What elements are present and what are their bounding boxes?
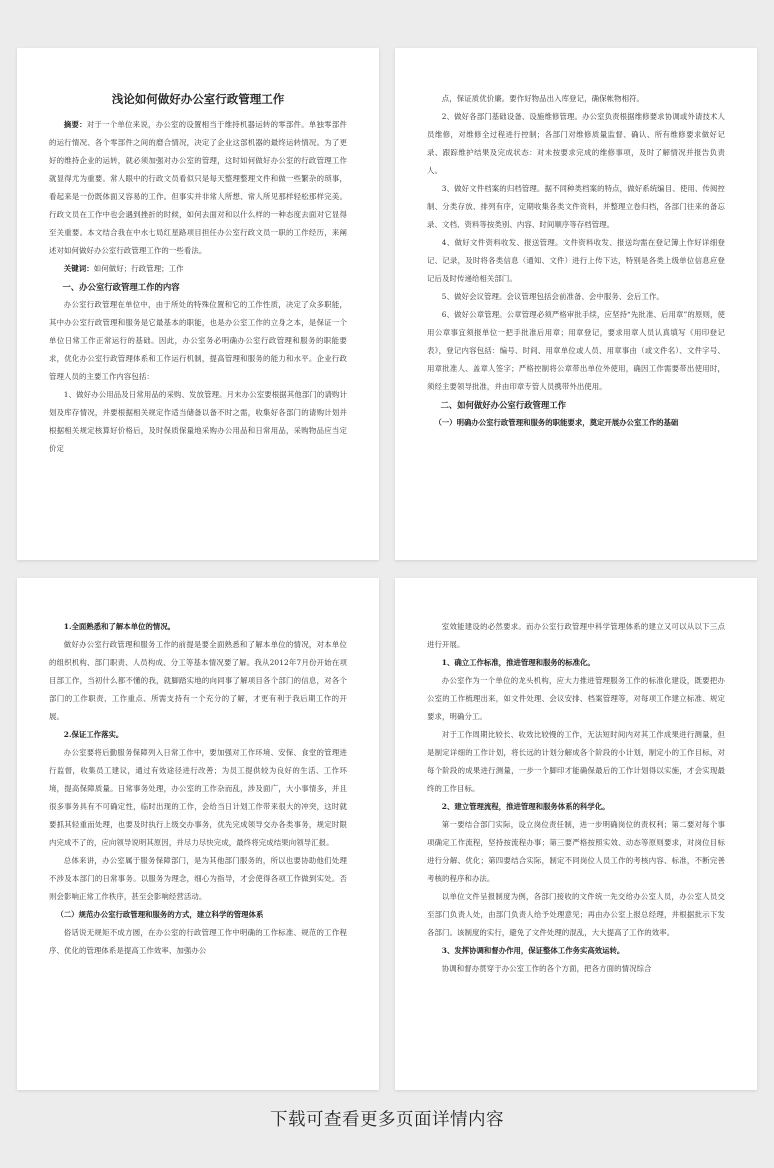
document-title: 浅论如何做好办公室行政管理工作	[111, 92, 285, 106]
section-heading: 一、办公室行政管理工作的内容	[62, 282, 180, 292]
paragraph	[427, 888, 725, 942]
document-page-2	[395, 48, 757, 560]
paragraph-text: 第一要结合部门实际，设立岗位责任制，进一步明确岗位的责权利；第二要对每个事项确定工作流程，坚持按流程办事；第三要严格按照实效、动态等原则要求，对岗位目标进行分解、优化；第四要结合实际，制定不同岗位人员工作的考核内容、标准，不断完善考核的程序和办法。	[427, 820, 725, 883]
subsection-heading: 2、建立管理流程，推进管理和服务体系的科学化。	[441, 802, 610, 811]
paragraph-lead: 摘要：	[63, 120, 87, 129]
paragraph-text: 办公室行政管理在单位中，由于所处的特殊位置和它的工作性质，决定了众多职能，其中办公室行政管理和服务是它最基本的职能，也是办公室工作的立身之本，是保证一个单位日常工作正常运行的基础。因此，办公室务必明确办公室行政管理和服务的职能要求，优化办公室行政管理体系和工作运行机制，提高管理和服务的能力和水平。企业行政管理人员的主要工作内容包括：	[49, 300, 347, 381]
paragraph-text: 5、做好会议管理。会议管理包括会前准备、会中服务、会后工作。	[441, 292, 664, 301]
paragraph-text: 4、做好文件资料收发、报送管理。文件资料收发、报送均需在登记簿上作好详细登记、记录，及时将各类信息（通知、文件）进行上传下达，特别是各类上级单位信息应登记后及时传递给相关部门。	[427, 238, 725, 283]
paragraph	[49, 296, 347, 386]
paragraph	[49, 386, 347, 458]
subsection-heading: 1.全面熟悉和了解本单位的情况。	[63, 622, 175, 631]
paragraph	[427, 306, 725, 396]
paragraph-text: 1、做好办公用品及日常用品的采购、发放管理。月末办公室要根据其他部门的请购计划及库存情况，并要根据相关规定作适当储备以备不时之需，收集好各部门的请购计划并根据相关规定核算好价格后，及时保质保量地采购办公用品和日常用品，采购物品应当定价定	[49, 390, 347, 453]
paragraph	[427, 288, 725, 306]
paragraph-text: 做好办公室行政管理和服务工作的前提是要全面熟悉和了解本单位的情况，对本单位的组织机构、部门职责、人员构成、分工等基本情况要了解。我从2012年7月份开始在项目部工作，当初什么都不懂的我，就脚踏实地的向同事了解项目各个部门的信息，对各个部门的工作职责、工作重点、所需支持有一个充分的了解，才更有利于我后期工作的开展。	[49, 640, 347, 721]
paragraph	[427, 234, 725, 288]
paragraph-text: 3、做好文件档案的归档管理。据不同种类档案的特点，做好系统编目、使用、传阅控制、分类存放、排列有序，定期收集各类文件资料，并整理立卷归档，各部门往来的备忘录、文档、资料等按类别、内容、时间顺序等存档管理。	[427, 184, 725, 229]
paragraph	[427, 816, 725, 888]
paragraph-text: 对于一个单位来说，办公室的设置相当于维持机器运转的零部件。单独零部件的运行情况、各个零部件之间的磨合情况，决定了企业这部机器的最终运转情况。为了更好的维持企业的运转，就必须加强对办公室的管理，这时如何做好办公室的行政管理工作就显得尤为重要。常人眼中的行政文员看似只是每天整理整理文件和做一些繁杂的琐事，看起来是一份既体面又容易的工作。但事实并非常人所想、常人所见那样轻松那样完美。行政文员在工作中也会遇到挫折的时候，如何去面对和以什么样的一种态度去面对它显得至关重要。本文结合我在中水七局红星路项目担任办公室行政文员一职的工作经历，来阐述对如何做好办公室行政管理工作的一些看法。	[49, 120, 347, 255]
paragraph	[49, 744, 347, 852]
paragraph	[427, 672, 725, 726]
document-page-3	[17, 578, 379, 1090]
paragraph	[427, 108, 725, 180]
paragraph-text: 办公室要将后勤服务保障列入日常工作中，要加强对工作环境、安保、食堂的管理进行监督，收集员工建议，通过有效途径进行改善；为员工提供较为良好的生活、工作环境，提高保障质量。日常事务处理，办公室的工作杂而乱，涉及面广，大小事情多，并且很多事务具有不可确定性，临时出现的工作，会给当日计划工作带来很大的冲突，这时就要抓其轻重而处理，也要及时执行上级交办事务，优先完成领导交办各类事务，规定时限内完成不了的，应向领导说明其原因，并尽力尽快完成，最终将完成结果向领导汇报。	[49, 748, 347, 847]
document-page-1	[17, 48, 379, 560]
paragraph-text: 2、做好各部门基础设备、设施维修管理。办公室负责根据维修要求协调或外请技术人员维修，对维修全过程进行控制；各部门对维修质量监督、确认、所有维修要求做好记录、跟踪维护结果及完成状态：对未按要求完成的维修事项，及时了解情况并报告负责人。	[427, 112, 725, 175]
paragraph-text: 办公室作为一个单位的龙头机构，应大力推进管理服务工作的标准化建设，既要把办公室的工作梳理出来，如文件处理、会议安排、档案管理等，对每项工作建立标准、规定要求，明确分工。	[427, 676, 725, 721]
paragraph-text: 点，保证质优价廉。要作好物品出入库登记，确保帐物相符。	[441, 94, 645, 103]
subsection-heading: 2.保证工作落实。	[63, 730, 124, 739]
paragraph-text: 对于工作周期比较长、收效比较慢的工作，无法短时间内对其工作成果进行测量，但是制定详细的工作计划，将长远的计划分解成各个阶段的小计划，制定小的工作目标，对每个阶段的成果进行测量，一步一个脚印才能确保最后的工作计划得以实施，才会实现最终的工作目标。	[427, 730, 725, 793]
subsection-heading: 1、确立工作标准，推进管理和服务的标准化。	[441, 658, 595, 667]
download-more-caption[interactable]: 下载可查看更多页面详情内容	[270, 1110, 504, 1130]
paragraph	[427, 180, 725, 234]
paragraph	[427, 960, 725, 978]
paragraph-text: 总体来讲，办公室属于服务保障部门，是为其他部门服务的，所以也要协助他们处理不涉及本部门的日常事务。以服务为理念，细心为指导，才会使得各项工作做到实处。否则会影响正常工作秩序，甚至会影响经营活动。	[49, 856, 347, 901]
paragraph	[49, 924, 347, 960]
paragraph	[49, 636, 347, 726]
subsection-heading: 3、发挥协调和督办作用，保证整体工作务实高效运转。	[441, 946, 625, 955]
paragraph	[49, 116, 347, 260]
document-page-4	[395, 578, 757, 1090]
paragraph	[427, 90, 725, 108]
section-heading: 二、如何做好办公室行政管理工作	[440, 400, 567, 410]
paragraph	[49, 260, 347, 278]
subsection-heading: （一）明确办公室行政管理和服务的职能要求，奠定开展办公室工作的基础	[434, 418, 679, 427]
paragraph-text: 如何做好；行政管理；工作	[93, 264, 184, 273]
paragraph-text: 俗话说无规矩不成方圆，在办公室的行政管理工作中明确的工作标准、规范的工作程序、优化的管理体系是提高工作效率、加强办公	[49, 928, 347, 955]
paragraph-text: 协调和督办贯穿于办公室工作的各个方面，把各方面的情况综合	[441, 964, 652, 973]
paragraph-text: 6、做好公章管理。公章管理必须严格审批手续，应坚持“先批准、后用章”的原则，使用公章事宜须报单位一把手批准后用章；用章登记，要求用章人员认真填写《用印登记表》，登记内容包括：编号、时间、用章单位或人员、用章事由（或文件名）、文件字号、用章批准人、盖章人签字；严格控制将公章带出单位外使用，确因工作需要带出使用时，须经主要领导批准，并由印章专管人员携带外出使用。	[427, 310, 725, 391]
paragraph-text: 以单位文件呈报制度为例，各部门接收的文件统一先交给办公室人员，办公室人员交至部门负责人处，由部门负责人给予处理意见；再由办公室上报总经理，并根据批示下发各部门。该制度的实行，避免了文件处理的混乱，大大提高了工作的效率。	[427, 892, 725, 937]
paragraph	[427, 726, 725, 798]
paragraph-text: 室效能建设的必然要求。而办公室行政管理中科学管理体系的建立又可以从以下三点进行开展。	[427, 622, 725, 649]
subsection-heading: （二）规范办公室行政管理和服务的方式，建立科学的管理体系	[56, 910, 264, 919]
paragraph-lead: 关键词：	[63, 264, 94, 273]
paragraph	[427, 618, 725, 654]
paragraph	[49, 852, 347, 906]
